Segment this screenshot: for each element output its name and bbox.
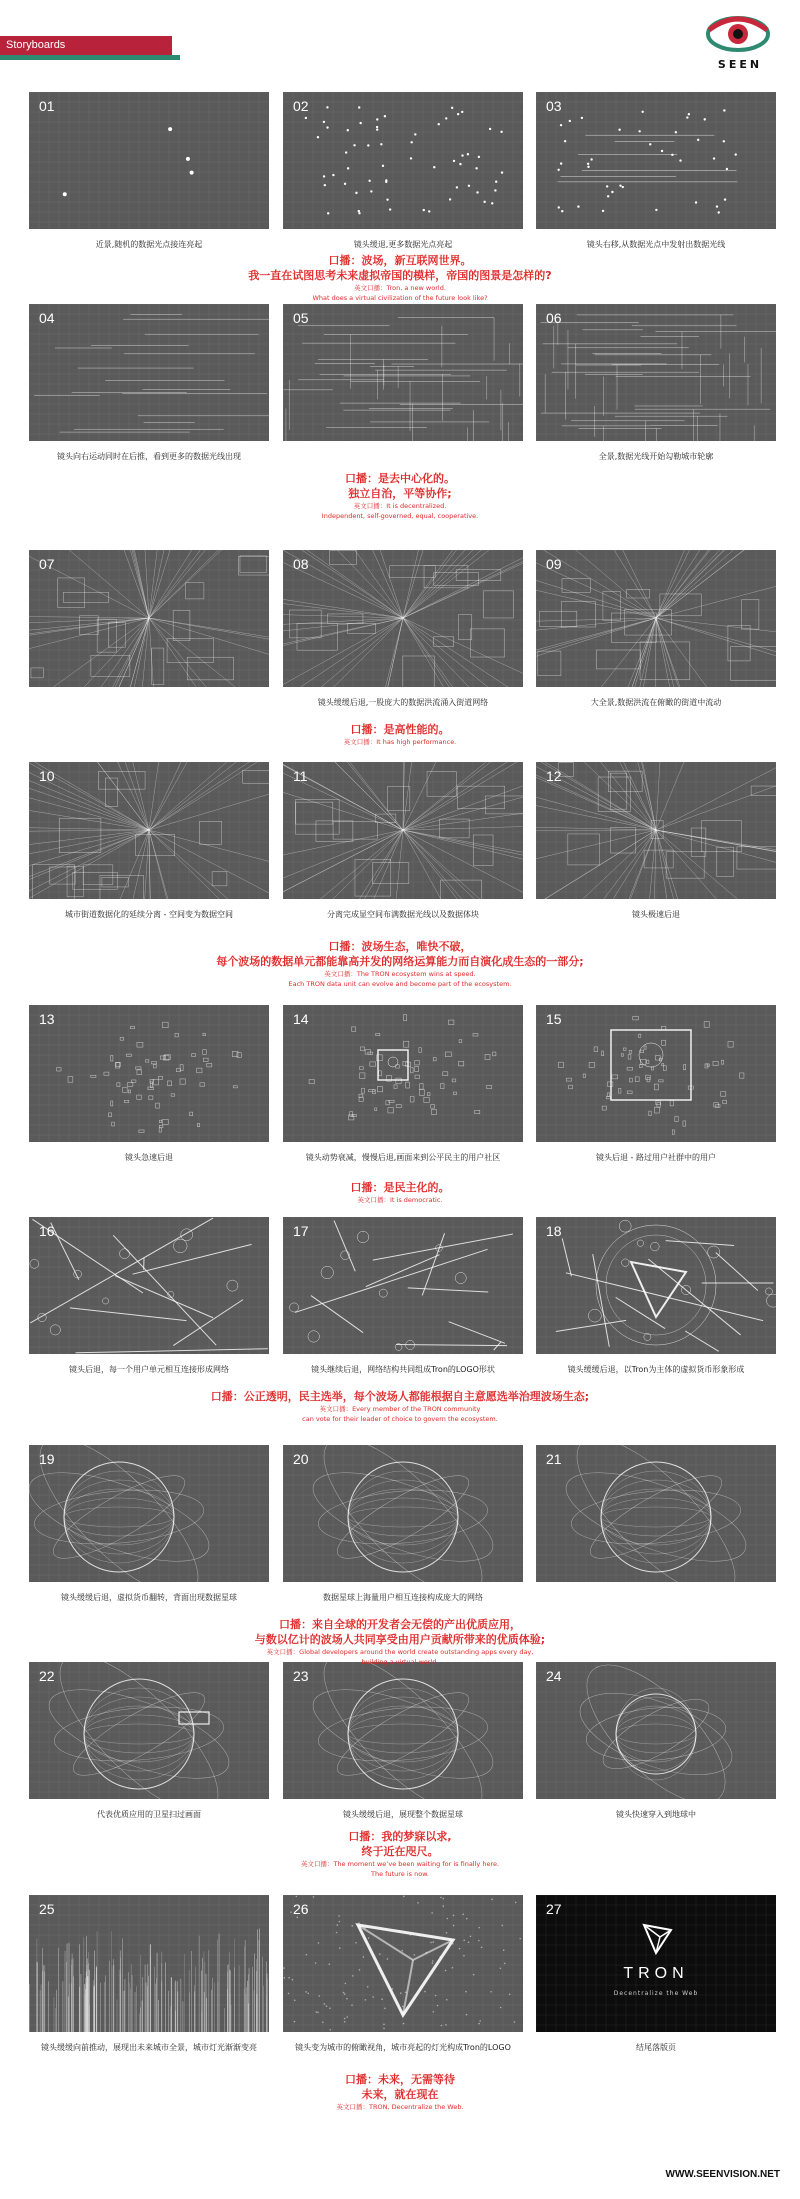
voiceover-cn: 独立自治，平等协作; — [348, 487, 452, 500]
voiceover-block — [150, 2072, 650, 2112]
storyboard-frame-07 — [29, 550, 269, 687]
frame-caption: 镜头右移,从数据光点中发射出数据光线 — [586, 240, 726, 249]
frame-number: 06 — [546, 310, 562, 326]
frame-number: 25 — [39, 1901, 55, 1917]
frame-number: 03 — [546, 98, 562, 114]
voiceover-cn: 与数以亿计的波场人共同享受由用户贡献所带来的优质体验; — [254, 1633, 546, 1646]
frame-number: 02 — [293, 98, 309, 114]
storyboard-frame-15 — [536, 1005, 776, 1142]
voiceover-block — [150, 722, 650, 747]
frame-caption: 全景,数据光线开始勾勒城市轮廓 — [598, 452, 714, 461]
frame-caption: 城市街道数据化的延续分离 - 空间变为数据空间 — [65, 910, 233, 919]
voiceover-en: 英文口播：The TRON ecosystem wins at speed. — [324, 970, 476, 978]
frame-number: 16 — [39, 1223, 55, 1239]
frame-illustration — [29, 92, 269, 229]
voiceover-en: Independent, self-governed, equal, cooperative. — [321, 512, 479, 520]
frame-illustration — [283, 762, 523, 899]
frame-caption: 镜头缓缓后退，以Tron为主体的虚拟货币形象形成 — [567, 1365, 745, 1374]
frame-number: 04 — [39, 310, 55, 326]
frame-caption: 镜头缓缓后退，展现整个数据星球 — [343, 1810, 463, 1819]
storyboard-frame-05 — [283, 304, 523, 441]
frame-number: 14 — [293, 1011, 309, 1027]
storyboard-frame-04 — [29, 304, 269, 441]
storyboard-frame-19 — [29, 1445, 269, 1582]
storyboard-frame-20 — [283, 1445, 523, 1582]
frame-caption: 镜头缓退,更多数据光点亮起 — [353, 240, 453, 249]
storyboard-frame-10 — [29, 762, 269, 899]
storyboard-frame-27 — [536, 1895, 776, 2032]
frame-number: 01 — [39, 98, 55, 114]
frame-illustration — [536, 92, 776, 229]
voiceover-en: 英文口播：It has high performance. — [343, 738, 457, 746]
frame-number: 09 — [546, 556, 562, 572]
frame-number: 23 — [293, 1668, 309, 1684]
voiceover-cn: 口播：是民主化的。 — [350, 1181, 450, 1194]
storyboard-frame-09 — [536, 550, 776, 687]
voiceover-block — [150, 1617, 650, 1667]
frame-caption: 分离完成显空间布满数据光线以及数据体块 — [327, 910, 479, 919]
frame-illustration — [283, 92, 523, 229]
frame-caption: 镜头动势衰减，慢慢后退,画面来到公平民主的用户社区 — [305, 1153, 501, 1162]
frame-caption: 代表优质应用的卫星扫过画面 — [97, 1810, 201, 1819]
frame-illustration — [283, 304, 523, 441]
frame-illustration — [283, 1217, 523, 1354]
voiceover-cn: 口播：波场生态，唯快不破， — [328, 940, 472, 953]
storyboard-frame-16 — [29, 1217, 269, 1354]
frame-number: 19 — [39, 1451, 55, 1467]
voiceover-block — [150, 471, 650, 521]
voiceover-en: 英文口播：It is decentralized. — [353, 502, 447, 510]
voiceover-en: The future is now. — [371, 1870, 429, 1878]
frame-illustration — [283, 550, 523, 687]
voiceover-cn: 口播：是去中心化的。 — [345, 472, 455, 485]
frame-caption: 镜头后退，每一个用户单元相互连接形成网络 — [69, 1365, 229, 1374]
frame-number: 08 — [293, 556, 309, 572]
storyboard-frame-02 — [283, 92, 523, 229]
frame-caption: 结尾落版页 — [636, 2043, 676, 2052]
frame-illustration — [283, 1005, 523, 1142]
frame-illustration — [536, 762, 776, 899]
frame-illustration — [283, 1895, 523, 2032]
storyboard-frame-26 — [283, 1895, 523, 2032]
frame-caption: 数据星球上海量用户相互连接构成庞大的网络 — [323, 1593, 483, 1602]
storyboard-frame-01 — [29, 92, 269, 229]
voiceover-en: building a virtual world. — [361, 1658, 439, 1666]
frame-number: 11 — [293, 768, 308, 784]
voiceover-cn: 口播：波场，新互联网世界。 — [328, 254, 472, 267]
voiceover-en: 英文口播：TRON, Decentralize the Web. — [336, 2103, 464, 2111]
frame-number: 27 — [546, 1901, 562, 1917]
frame-number: 13 — [39, 1011, 55, 1027]
storyboard-frame-24 — [536, 1662, 776, 1799]
voiceover-block — [150, 253, 650, 303]
end-card-brand: TRON — [623, 1965, 689, 1982]
frame-illustration — [29, 550, 269, 687]
frame-illustration — [536, 1445, 776, 1582]
voiceover-en: Each TRON data unit can evolve and become part of the ecosystem. — [288, 980, 512, 988]
voiceover-en: 英文口播：It is democratic. — [357, 1196, 443, 1204]
frame-illustration — [29, 1217, 269, 1354]
voiceover-en: 英文口播：Tron, a new world. — [354, 284, 446, 292]
voiceover-cn: 每个波场的数据单元都能靠高并发的网络运算能力而自演化成生态的一部分; — [216, 955, 584, 968]
storyboard-frame-17 — [283, 1217, 523, 1354]
voiceover-block — [150, 939, 650, 989]
voiceover-en: 英文口播：Global developers around the world create outstanding apps every day, — [266, 1648, 534, 1656]
storyboard-frame-23 — [283, 1662, 523, 1799]
frame-illustration — [283, 1662, 523, 1799]
frame-illustration — [29, 304, 269, 441]
storyboard-frame-18 — [536, 1217, 776, 1354]
frame-illustration — [536, 1895, 776, 2032]
storyboard-frame-12 — [536, 762, 776, 899]
voiceover-cn: 终于近在咫尺。 — [361, 1845, 439, 1858]
frame-illustration — [29, 1005, 269, 1142]
frame-caption: 镜头极速后退 — [632, 910, 680, 919]
frame-number: 12 — [546, 768, 562, 784]
storyboard-frame-14 — [283, 1005, 523, 1142]
voiceover-en: 英文口播：The moment we’ve been waiting for is finally here. — [300, 1860, 500, 1868]
frame-caption: 镜头后退 - 路过用户社群中的用户 — [596, 1153, 716, 1162]
storyboard-frame-22 — [29, 1662, 269, 1799]
frame-number: 22 — [39, 1668, 55, 1684]
footer-url[interactable]: WWW.SEENVISION.NET — [665, 2169, 780, 2180]
frame-illustration — [536, 304, 776, 441]
voiceover-cn: 口播：是高性能的。 — [350, 723, 450, 736]
frame-number: 17 — [293, 1223, 309, 1239]
storyboard-frame-08 — [283, 550, 523, 687]
frame-caption: 镜头向右运动同时在后推，看到更多的数据光线出现 — [57, 452, 241, 461]
storyboard-frame-21 — [536, 1445, 776, 1582]
voiceover-block — [150, 1389, 650, 1424]
end-card-tagline: Decentralize the Web — [613, 1990, 699, 1997]
frame-number: 26 — [293, 1901, 309, 1917]
frame-illustration — [283, 1445, 523, 1582]
frame-number: 15 — [546, 1011, 562, 1027]
storyboard-frame-06 — [536, 304, 776, 441]
frame-caption: 镜头缓缓向前推动，展现出未来城市全景，城市灯光渐渐变亮 — [41, 2043, 257, 2052]
frame-caption: 镜头急速后退 — [125, 1153, 173, 1162]
frame-caption: 镜头继续后退，网络结构共同组成Tron的LOGO形状 — [311, 1365, 495, 1374]
frame-number: 07 — [39, 556, 55, 572]
frame-illustration — [536, 1662, 776, 1799]
voiceover-en: can vote for their leader of choice to govern the ecosystem. — [302, 1415, 498, 1423]
voiceover-cn: 我一直在试图思考未来虚拟帝国的模样，帝国的图景是怎样的? — [248, 269, 552, 282]
frame-caption: 镜头快速穿入到地球中 — [616, 1810, 696, 1819]
frame-illustration — [536, 1005, 776, 1142]
frame-caption: 镜头变为城市的俯瞰视角，城市亮起的灯光构成Tron的LOGO — [295, 2043, 511, 2052]
storyboard-frame-25 — [29, 1895, 269, 2032]
frame-caption: 近景,随机的数据光点接连亮起 — [95, 240, 203, 249]
frame-illustration — [536, 550, 776, 687]
voiceover-en: What does a virtual civilization of the future look like? — [312, 294, 488, 302]
storyboard-frame-03 — [536, 92, 776, 229]
frame-caption: 大全景,数据洪流在俯瞰的街道中流动 — [590, 698, 722, 707]
frame-illustration — [29, 762, 269, 899]
frame-illustration — [29, 1662, 269, 1799]
logo-text: SEEN — [717, 58, 763, 71]
frame-illustration — [29, 1895, 269, 2032]
voiceover-en: 英文口播：Every member of the TRON community — [319, 1405, 481, 1413]
frame-illustration — [536, 1217, 776, 1354]
storyboard-frame-11 — [283, 762, 523, 899]
frame-caption: 镜头缓缓后退，虚拟货币翻转，背面出现数据星球 — [61, 1593, 237, 1602]
storyboard-frame-13 — [29, 1005, 269, 1142]
frame-illustration — [29, 1445, 269, 1582]
voiceover-cn: 口播：公正透明，民主选举，每个波场人都能根据自主意愿选举治理波场生态; — [210, 1390, 590, 1403]
voiceover-cn: 口播：来自全球的开发者会无偿的产出优质应用， — [279, 1618, 521, 1631]
frame-number: 21 — [546, 1451, 562, 1467]
voiceover-cn: 未来，就在现在 — [361, 2088, 439, 2101]
frame-number: 18 — [546, 1223, 562, 1239]
frame-number: 24 — [546, 1668, 562, 1684]
frame-caption: 镜头缓缓后退,一股庞大的数据洪流涌入街道网络 — [317, 698, 489, 707]
voiceover-cn: 口播：未来，无需等待 — [345, 2073, 455, 2086]
frame-number: 05 — [293, 310, 309, 326]
page-title: Storyboards — [6, 39, 66, 51]
voiceover-cn: 口播：我的梦寐以求, — [348, 1830, 452, 1843]
frame-number: 20 — [293, 1451, 309, 1467]
frame-number: 10 — [39, 768, 55, 784]
voiceover-block — [150, 1829, 650, 1879]
header-ribbon — [0, 55, 180, 60]
header-bar — [0, 36, 172, 56]
voiceover-block — [150, 1180, 650, 1205]
